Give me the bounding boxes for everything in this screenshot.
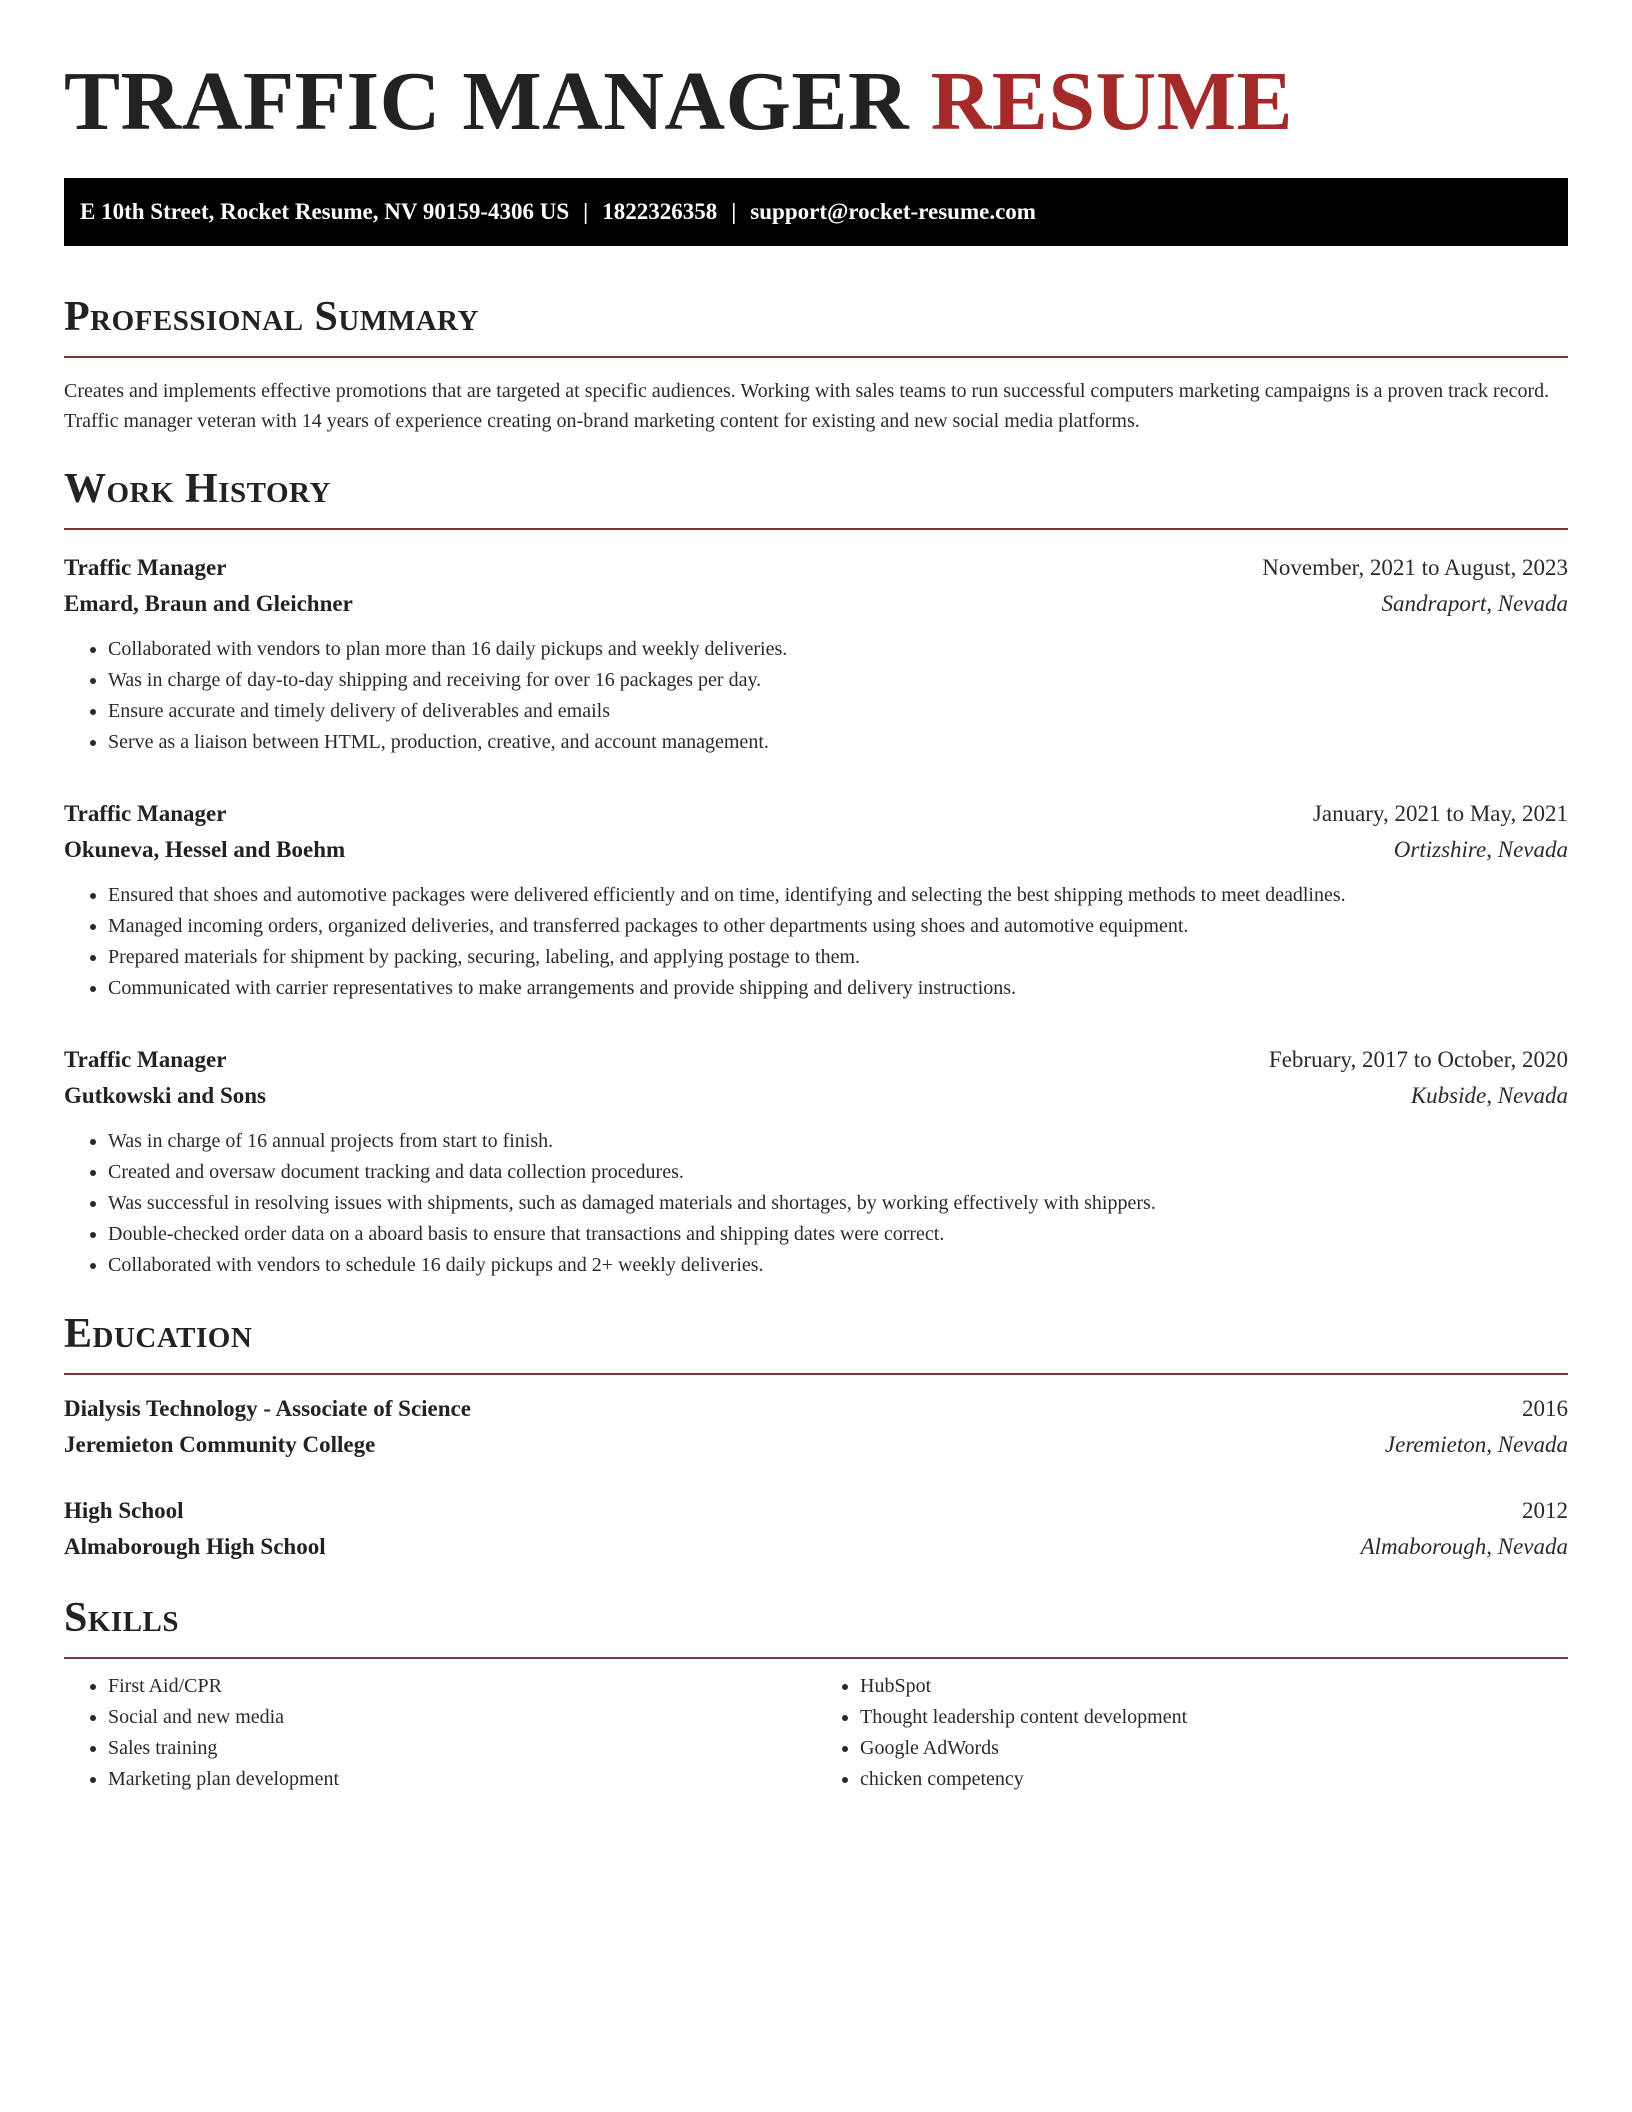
job-bullets xyxy=(64,880,1568,1004)
job-title: Traffic Manager xyxy=(64,801,227,826)
list-item: • Thought leadership content development xyxy=(860,1702,1568,1733)
contact-phone: 1822326358 xyxy=(602,199,718,224)
list-item: • Double-checked order data on a aboard basis to ensure that transactions and shipping dates were correct. xyxy=(108,1219,1568,1250)
work-history-section xyxy=(64,464,1568,1281)
skills-list xyxy=(816,1671,1568,1795)
summary-section xyxy=(64,292,1568,436)
job-company-row xyxy=(64,1078,1568,1114)
list-item: • Was successful in resolving issues with shipments, such as damaged materials and shortages, by working effectively with shippers. xyxy=(108,1188,1568,1219)
skills-columns xyxy=(64,1671,1568,1795)
list-item: • Communicated with carrier representatives to make arrangements and provide shipping and delivery instructions. xyxy=(108,973,1568,1004)
job-dates: November, 2021 to August, 2023 xyxy=(1262,555,1568,580)
skills-section xyxy=(64,1593,1568,1795)
list-item: • First Aid/CPR xyxy=(108,1671,816,1702)
education-degree-row xyxy=(64,1493,1568,1529)
list-item: • Marketing plan development xyxy=(108,1764,816,1795)
resume-title-accent: RESUME xyxy=(930,55,1294,148)
list-item: • Created and oversaw document tracking and data collection procedures. xyxy=(108,1157,1568,1188)
job-title: Traffic Manager xyxy=(64,1047,227,1072)
list-item: • Was in charge of day-to-day shipping and receiving for over 16 packages per day. xyxy=(108,665,1568,696)
contact-separator: | xyxy=(583,199,589,224)
job-dates: January, 2021 to May, 2021 xyxy=(1312,801,1568,826)
list-item: • Google AdWords xyxy=(860,1733,1568,1764)
skills-heading: Skills xyxy=(64,1595,180,1641)
job-bullets xyxy=(64,634,1568,758)
section-divider xyxy=(64,528,1568,530)
job-title: Traffic Manager xyxy=(64,555,227,580)
contact-email: support@rocket-resume.com xyxy=(750,199,1036,224)
skills-column-left xyxy=(64,1671,816,1795)
job-dates: February, 2017 to October, 2020 xyxy=(1268,1047,1568,1072)
section-divider xyxy=(64,1657,1568,1659)
job-entry xyxy=(64,550,1568,758)
skills-list xyxy=(64,1671,816,1795)
section-divider xyxy=(64,1373,1568,1375)
education-degree: Dialysis Technology - Associate of Science xyxy=(64,1396,471,1421)
education-year: 2016 xyxy=(1522,1396,1568,1421)
summary-text: Creates and implements effective promotions that are targeted at specific audiences. Working with sales teams to run successful computers marketing campaigns is a proven track record. Traffic manager veteran with 14 years of experience creating on-brand marketing content for existing and new social media platforms. xyxy=(64,380,1550,432)
education-degree-row xyxy=(64,1391,1568,1427)
summary-heading: Professional Summary xyxy=(64,294,479,340)
list-item: • Ensured that shoes and automotive packages were delivered efficiently and on time, identifying and selecting the best shipping methods to meet deadlines. xyxy=(108,880,1568,911)
job-header-row xyxy=(64,550,1568,586)
job-location: Sandraport, Nevada xyxy=(1381,591,1568,616)
contact-bar xyxy=(64,178,1568,246)
resume-title xyxy=(64,52,1568,152)
education-heading: Education xyxy=(64,1311,253,1357)
education-year: 2012 xyxy=(1522,1498,1568,1523)
education-school: Jeremieton Community College xyxy=(64,1432,376,1457)
contact-address: E 10th Street, Rocket Resume, NV 90159-4306 US xyxy=(80,199,570,224)
education-location: Jeremieton, Nevada xyxy=(1384,1432,1568,1457)
job-entry xyxy=(64,1042,1568,1281)
education-entry xyxy=(64,1391,1568,1463)
education-school: Almaborough High School xyxy=(64,1534,326,1559)
education-degree: High School xyxy=(64,1498,184,1523)
list-item: • Sales training xyxy=(108,1733,816,1764)
job-entry xyxy=(64,796,1568,1004)
job-location: Kubside, Nevada xyxy=(1410,1083,1568,1108)
education-entry xyxy=(64,1493,1568,1565)
education-section xyxy=(64,1309,1568,1565)
education-school-row xyxy=(64,1529,1568,1565)
job-header-row xyxy=(64,796,1568,832)
section-divider xyxy=(64,356,1568,358)
list-item: • Collaborated with vendors to schedule 16 daily pickups and 2+ weekly deliveries. xyxy=(108,1250,1568,1281)
skills-column-right xyxy=(816,1671,1568,1795)
education-school-row xyxy=(64,1427,1568,1463)
list-item: • Social and new media xyxy=(108,1702,816,1733)
job-company-row xyxy=(64,586,1568,622)
work-history-heading: Work History xyxy=(64,466,331,512)
education-location: Almaborough, Nevada xyxy=(1360,1534,1568,1559)
list-item: • Managed incoming orders, organized deliveries, and transferred packages to other departments using shoes and automotive equipment. xyxy=(108,911,1568,942)
job-company: Okuneva, Hessel and Boehm xyxy=(64,837,346,862)
list-item: • Collaborated with vendors to plan more than 16 daily pickups and weekly deliveries. xyxy=(108,634,1568,665)
contact-separator: | xyxy=(731,199,737,224)
list-item: • Ensure accurate and timely delivery of deliverables and emails xyxy=(108,696,1568,727)
job-company: Gutkowski and Sons xyxy=(64,1083,266,1108)
list-item: • Serve as a liaison between HTML, production, creative, and account management. xyxy=(108,727,1568,758)
list-item: • Was in charge of 16 annual projects from start to finish. xyxy=(108,1126,1568,1157)
job-company: Emard, Braun and Gleichner xyxy=(64,591,353,616)
resume-title-main: TRAFFIC MANAGER xyxy=(64,55,910,148)
job-location: Ortizshire, Nevada xyxy=(1393,837,1568,862)
list-item: • HubSpot xyxy=(860,1671,1568,1702)
job-bullets xyxy=(64,1126,1568,1281)
list-item: • chicken competency xyxy=(860,1764,1568,1795)
job-header-row xyxy=(64,1042,1568,1078)
job-company-row xyxy=(64,832,1568,868)
list-item: • Prepared materials for shipment by packing, securing, labeling, and applying postage to them. xyxy=(108,942,1568,973)
